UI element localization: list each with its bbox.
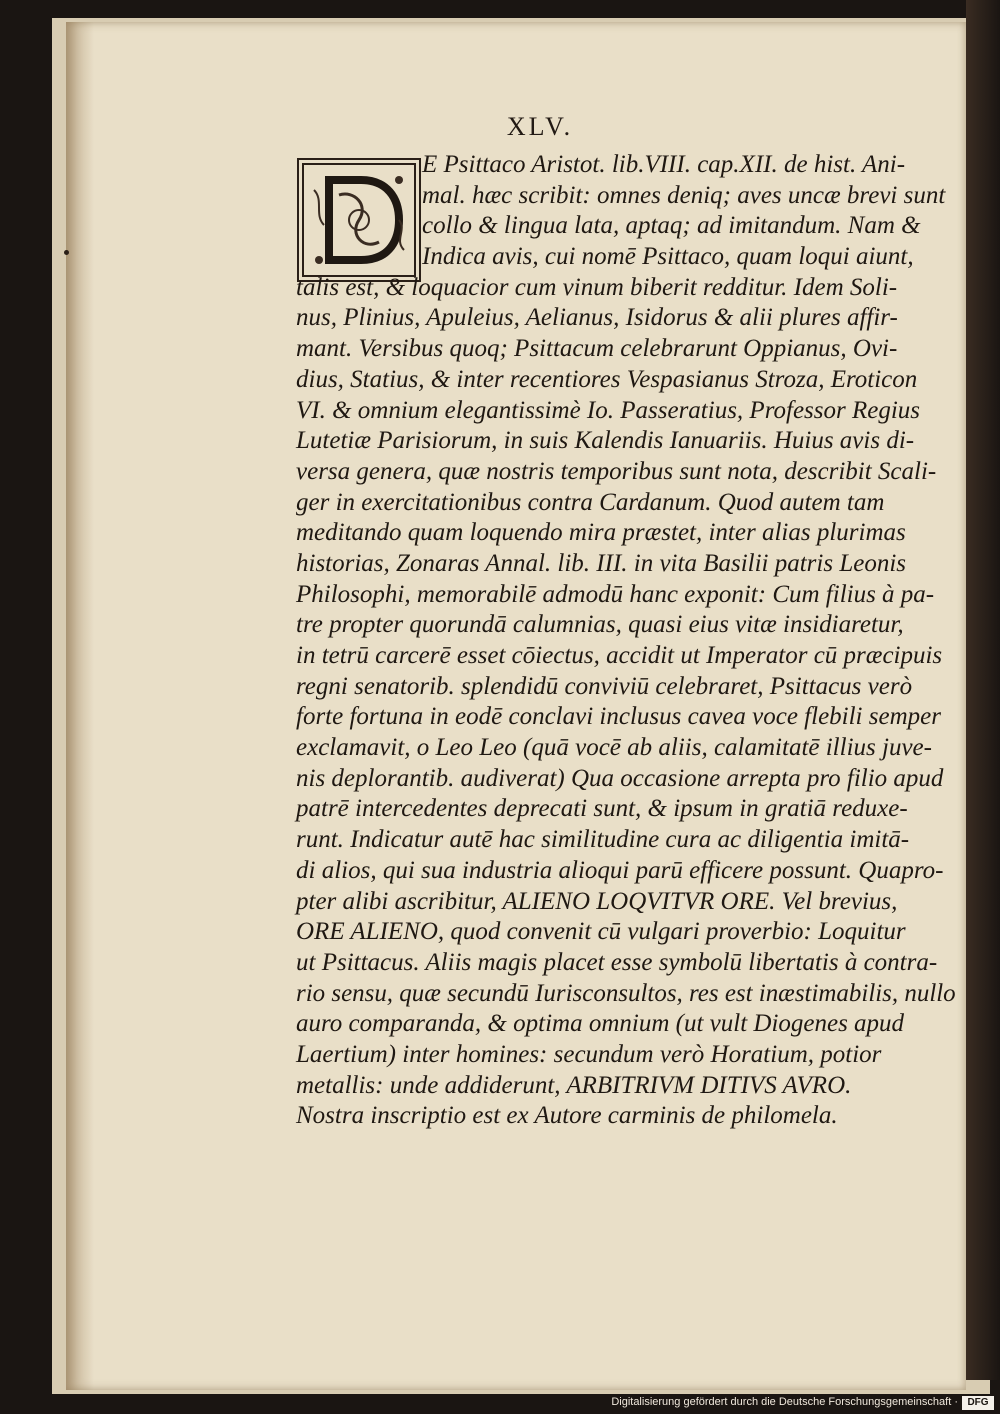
text-line: rio sensu, quæ secundū Iurisconsultos, res est inæstimabilis, nullo [296,979,956,1007]
text-line: dius, Statius, & inter recentiores Vespasianus Stroza, Eroticon [296,365,918,393]
text-line: auro comparanda, & optima omnium (ut vult Diogenes apud [296,1010,905,1038]
dfg-logo: DFG [962,1396,994,1410]
footer-credit: Digitalisierung gefördert durch die Deutsche Forschungsgemeinschaft · [611,1396,958,1408]
text-line: talis est, & loquacior cum vinum biberit redditur. Idem Soli- [296,273,898,301]
text-line: mant. Versibus quoq; Psittacum celebrarunt Oppianus, Ovi- [296,335,898,363]
text-line: metallis: unde addiderunt, ARBITRIVM DITIVS AVRO. [296,1071,852,1099]
spine-shadow [66,22,94,1390]
text-line: historias, Zonaras Annal. lib. III. in vita Basilii patris Leonis [296,549,907,577]
text-line: ut Psittacus. Aliis magis placet esse symbolū libertatis à contra- [296,948,938,976]
right-edge-strip [966,0,1000,1380]
text-line: nus, Plinius, Apuleius, Aelianus, Isidorus & alii plures affir- [296,304,898,332]
text-line: Indica avis, cui nomē Psittaco, quam loqui aiunt, [422,243,914,271]
text-line: mal. hæc scribit: omnes deniq; aves uncæ brevi sunt [422,181,946,209]
text-line: tre propter quorundā calumnias, quasi eius vitæ insidiaretur, [296,611,904,639]
text-line: pter alibi ascribitur, ALIENO LOQVITVR ORE. Vel brevius, [296,887,898,915]
text-line: Nostra inscriptio est ex Autore carminis de philomela. [296,1102,838,1130]
text-line: nis deplorantib. audiverat) Qua occasione arrepta pro filio apud [296,764,944,792]
text-line: ORE ALIENO, quod convenit cū vulgari proverbio: Loquitur [296,918,906,946]
page-header-number: XLV. [506,112,574,141]
text-line: runt. Indicatur autē hac similitudine cura ac diligentia imitā- [296,826,910,854]
text-line: regni senatorib. splendidū conviviū celebraret, Psittacus verò [296,672,913,700]
text-line: E Psittaco Aristot. lib.VIII. cap.XII. de hist. Ani- [422,151,906,178]
text-line: exclamavit, o Leo Leo (quā vocē ab aliis, calamitatē illius juve- [296,734,932,762]
text-line: ger in exercitationibus contra Cardanum. Quod autem tam [296,488,885,516]
text-line: meditando quam loquendo mira præstet, inter alias plurimas [296,519,906,547]
text-line: collo & lingua lata, aptaq; ad imitandum. Nam & [422,212,921,240]
text-line: Philosophi, memorabilē admodū hanc exponit: Cum filius à pa- [296,580,935,608]
text-line: Lutetiæ Parisiorum, in suis Kalendis Ianuariis. Huius avis di- [296,427,915,455]
text-line: di alios, qui sua industria alioqui parū efficere possunt. Quapro- [296,856,944,884]
body-text [296,150,956,1132]
page-mark [64,250,69,255]
text-line: forte fortuna in eodē conclavi inclusus cavea voce flebili semper [296,703,941,731]
text-line: VI. & omnium elegantissimè Io. Passeratius, Professor Regius [296,396,921,424]
text-line: versa genera, quæ nostris temporibus sunt nota, describit Scali- [296,457,937,485]
text-line: in tetrū carcerē esset cōiectus, accidit ut Imperator cū præcipuis [296,642,943,669]
text-line: patrē intercedentes deprecati sunt, & ipsum in gratiā reduxe- [296,795,908,823]
text-line: Laertium) inter homines: secundum verò Horatium, potior [296,1040,882,1068]
